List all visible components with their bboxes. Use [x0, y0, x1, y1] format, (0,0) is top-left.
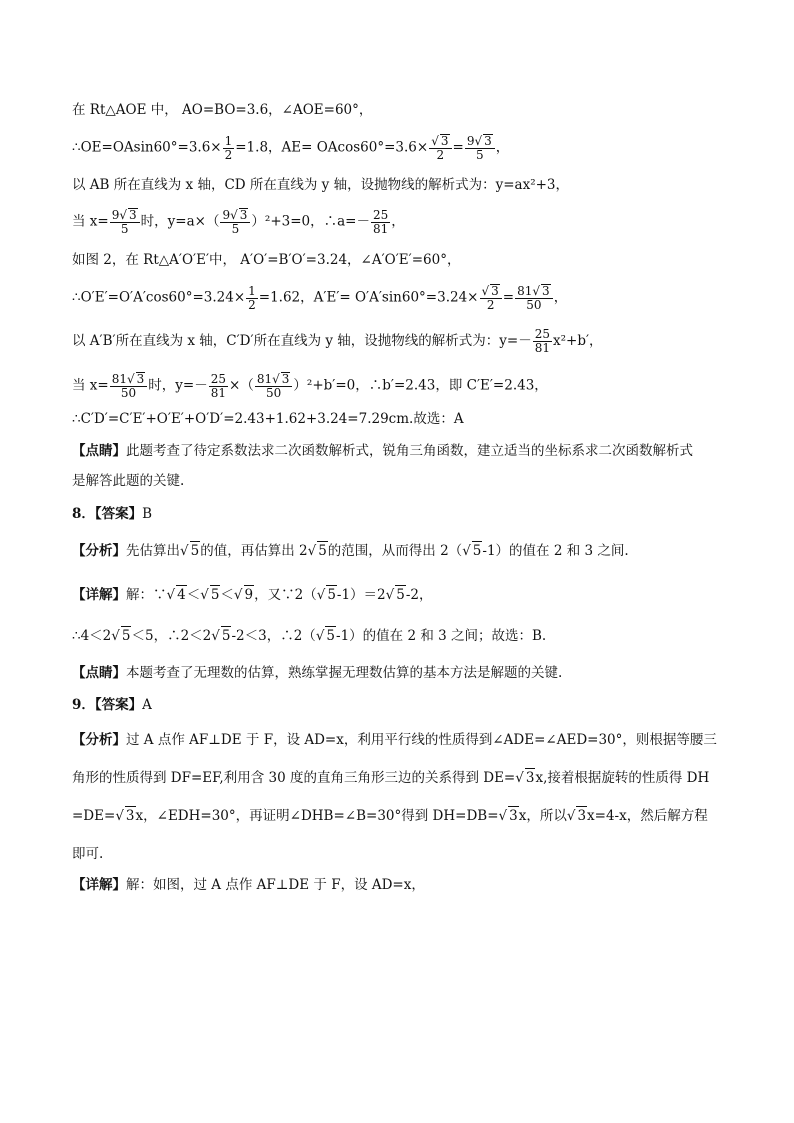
denominator: 2: [248, 297, 256, 312]
question-header: [72, 505, 152, 523]
text-run: 角形的性质得到 DF=EF,利用含 30 度的直角三角形三边的关系得到 DE=: [72, 770, 516, 786]
text-run: ∴O′E′=O′A′cos60°=3.24×: [72, 289, 246, 306]
fraction: [110, 372, 148, 400]
radicand: 5: [326, 628, 336, 644]
answer-value: A: [142, 697, 152, 713]
text-line: ∴OE=OAsin60°=3.6× $\frac{1}{2}$ =1.8，AE= OAcos60°=3.6× $\frac{√ 3}{2}$ = $\frac{9√ 3}{5}$ ，: [72, 133, 510, 162]
numerator: 81√ 3: [110, 372, 148, 387]
question-header: [72, 696, 152, 714]
text-run: ∴4＜2: [72, 628, 112, 644]
text-run: -1）的值在 2 和 3 之间；故选：B.: [336, 628, 547, 644]
coefficient: 9: [111, 208, 120, 222]
text-run: -2，: [405, 587, 433, 603]
numerator: 9√ 3: [220, 208, 250, 223]
text-run: ，又∵2（: [254, 587, 317, 603]
radicand: 3: [239, 208, 248, 222]
text-line: [72, 731, 717, 749]
text-run: 本题考查了无理数的估算，熟练掌握无理数估算的基本方法是解题的关键.: [126, 665, 563, 681]
text-line: [72, 442, 693, 460]
numerator: √ 3: [429, 134, 451, 149]
fraction: [480, 284, 502, 312]
radicand: 3: [542, 284, 550, 298]
text-run: 时，y=－: [148, 377, 208, 394]
text-run: ）²+3=0，∴a=－: [251, 213, 370, 230]
numerator: 9√ 3: [110, 208, 140, 223]
coefficient: 81: [256, 372, 273, 386]
text-run: 的范围，从而得出 2（: [327, 543, 463, 559]
text-run: 过 A 点作 AF⊥DE 于 F，设 AD=x，利用平行线的性质得到∠ADE=∠AED=30°，则根据等腰三: [126, 732, 717, 748]
text-run: -1）＝2: [336, 587, 386, 603]
text-run: ＜: [220, 587, 234, 603]
denominator: 2: [436, 148, 445, 162]
detail-label: 【详解】: [72, 877, 126, 893]
text-run: 当 x=: [72, 213, 109, 230]
text-run: ，: [391, 213, 405, 230]
radicand: 5: [210, 587, 220, 603]
radicand: 5: [121, 628, 131, 644]
text-run: 当 x=: [72, 377, 109, 394]
text-run: ，: [495, 139, 510, 156]
radicand: 3: [136, 372, 145, 386]
text-run: x=4-x，然后解方程: [587, 808, 708, 824]
text-run: ∴OE=OAsin60°=3.6×: [72, 139, 222, 156]
text-run: =DE=: [72, 808, 116, 824]
text-line: ∴C′D′=C′E′+O′E′+O′D′=2.43+1.62+3.24=7.29cm.故选：A: [72, 411, 464, 427]
detail-label: 【详解】: [72, 587, 126, 603]
coefficient: 81: [111, 372, 127, 386]
denominator: 5: [475, 148, 484, 162]
fraction: [465, 134, 495, 162]
radicand: 3: [125, 808, 135, 824]
radicand: 5: [396, 587, 405, 603]
denominator: 5: [231, 222, 240, 236]
denominator: 81: [372, 221, 389, 236]
radicand: 3: [484, 134, 492, 148]
text-line: 在 Rt△AOE 中， AO=BO=3.6，∠AOE=60°，: [72, 102, 373, 118]
numerator: √ 3: [480, 284, 502, 299]
text-run: 的值，再估算出 2: [200, 543, 308, 559]
comment-label: 【点睛】: [72, 665, 126, 681]
radicand: 3: [509, 808, 518, 824]
numerator: 81√ 3: [515, 284, 553, 299]
answer-label: 【答案】: [94, 697, 143, 713]
analysis-label: 【分析】: [72, 732, 126, 748]
text-run: ，: [553, 289, 568, 306]
fraction: [429, 134, 451, 162]
fraction: [533, 328, 552, 355]
fraction: [371, 209, 390, 236]
text-line: 【详解】解：∵√ 4＜√ 5＜√ 9，又∵2（√ 5-1）＝2√ 5-2，: [72, 587, 433, 603]
text-line: ∴O′E′=O′A′cos60°=3.24× $\frac{1}{2}$ =1.62，A′E′= O′A′sin60°=3.24× $\frac{√ 3}{2}$ = $\frac{81√ 3}{50}$ ，: [72, 283, 568, 312]
question-number: 9．: [72, 697, 95, 713]
text-line: 以 AB 所在直线为 x 轴，CD 所在直线为 y 轴，设抛物线的解析式为：y=ax²+3，: [72, 177, 570, 193]
text-run: x²+b′，: [553, 333, 603, 349]
text-line: 即可.: [72, 846, 104, 862]
text-line: [72, 664, 562, 682]
denominator: 81: [534, 341, 550, 355]
numerator: 81√ 3: [255, 372, 293, 387]
text-line: [72, 876, 425, 894]
text-run: 此题考查了待定系数法求二次函数解析式，锐角三角函数，建立适当的坐标系求二次函数解析式: [126, 443, 693, 459]
text-line: 是解答此题的关键.: [72, 473, 185, 489]
text-run: ＜5，∴2＜2: [131, 628, 212, 644]
radicand: 5: [472, 543, 482, 559]
answer-value: B: [142, 506, 153, 522]
text-run: =1.62，A′E′= O′A′sin60°=3.24×: [258, 289, 479, 306]
radicand: 3: [281, 372, 290, 386]
fraction: [223, 135, 235, 162]
radicand: 5: [221, 628, 231, 644]
text-run: ＜: [186, 587, 201, 603]
denominator: 50: [120, 386, 137, 400]
radicand: 5: [318, 543, 327, 559]
coefficient: 9: [466, 134, 475, 148]
question-number: 8．: [72, 506, 95, 522]
numerator: 25: [372, 207, 389, 222]
numerator: 9√ 3: [465, 134, 495, 149]
radicand: 3: [577, 808, 587, 824]
text-line: ∴4＜2√ 5＜5，∴2＜2√ 5-2＜3，∴2（√ 5-1）的值在 2 和 3 之间；故选：B.: [72, 628, 547, 644]
fraction: [246, 285, 258, 312]
denominator: 5: [120, 222, 129, 236]
text-line: 如图 2，在 Rt△A′O′E′中， A′O′=B′O′=3.24，∠A′O′E′=60°，: [72, 252, 461, 268]
radicand: 3: [525, 770, 535, 786]
text-line: [72, 328, 603, 355]
denominator: 81: [210, 385, 227, 400]
denominator: 50: [265, 386, 282, 400]
numerator: 25: [534, 327, 550, 341]
fraction: [110, 208, 140, 236]
radicand: 3: [440, 134, 449, 148]
text-run: 时，y=a×（: [140, 213, 220, 230]
denominator: 50: [526, 298, 542, 312]
text-run: ×（: [229, 377, 254, 394]
text-run: 解：如图，过 A 点作 AF⊥DE 于 F，设 AD=x，: [126, 877, 425, 893]
text-run: 解：∵: [126, 587, 167, 603]
analysis-label: 【分析】: [72, 543, 126, 559]
comment-label: 【点睛】: [72, 443, 126, 459]
text-run: x,接着根据旋转的性质得 DH: [535, 770, 710, 786]
text-run: 以 A′B′所在直线为 x 轴，C′D′所在直线为 y 轴，设抛物线的解析式为：y=－: [72, 333, 532, 349]
radicand: 5: [190, 543, 200, 559]
coefficient: 9: [222, 208, 231, 222]
radicand: 5: [327, 587, 336, 603]
text-run: x，所以: [518, 808, 567, 824]
text-line: 角形的性质得到 DF=EF,利用含 30 度的直角三角形三边的关系得到 DE=√ 3x,接着根据旋转的性质得 DH: [72, 770, 710, 786]
numerator: 25: [210, 371, 227, 386]
numerator: 1: [224, 133, 233, 148]
fraction: [220, 208, 250, 236]
text-run: ）²+b′=0，∴b′=2.43，即 C′E′=2.43，: [293, 377, 548, 394]
radicand: 4: [177, 587, 186, 603]
numerator: 1: [248, 283, 256, 298]
text-line: [72, 372, 548, 400]
fraction: [209, 373, 228, 400]
fraction: [515, 284, 553, 312]
text-line: 【分析】先估算出√ 5的值，再估算出 2√ 5的范围，从而得出 2（√ 5-1）的值在 2 和 3 之间.: [72, 543, 629, 559]
denominator: 2: [486, 298, 495, 312]
radicand: 9: [244, 587, 254, 603]
radicand: 3: [129, 208, 137, 222]
fraction: [255, 372, 293, 400]
text-run: x，∠EDH=30°，再证明∠DHB=∠B=30°得到 DH=DB=: [135, 808, 499, 824]
denominator: 2: [224, 147, 233, 162]
text-run: 先估算出: [126, 543, 180, 559]
text-run: -2＜3，∴2（: [231, 628, 316, 644]
text-run: =1.8，AE= OAcos60°=3.6×: [235, 139, 429, 156]
radicand: 3: [491, 284, 499, 298]
answer-label: 【答案】: [94, 506, 143, 522]
text-line: =DE=√ 3x，∠EDH=30°，再证明∠DHB=∠B=30°得到 DH=DB=√ 3x，所以√ 3x=4-x，然后解方程: [72, 808, 708, 824]
text-run: -1）的值在 2 和 3 之间.: [482, 543, 629, 559]
text-line: [72, 208, 405, 236]
coefficient: 81: [517, 284, 533, 298]
